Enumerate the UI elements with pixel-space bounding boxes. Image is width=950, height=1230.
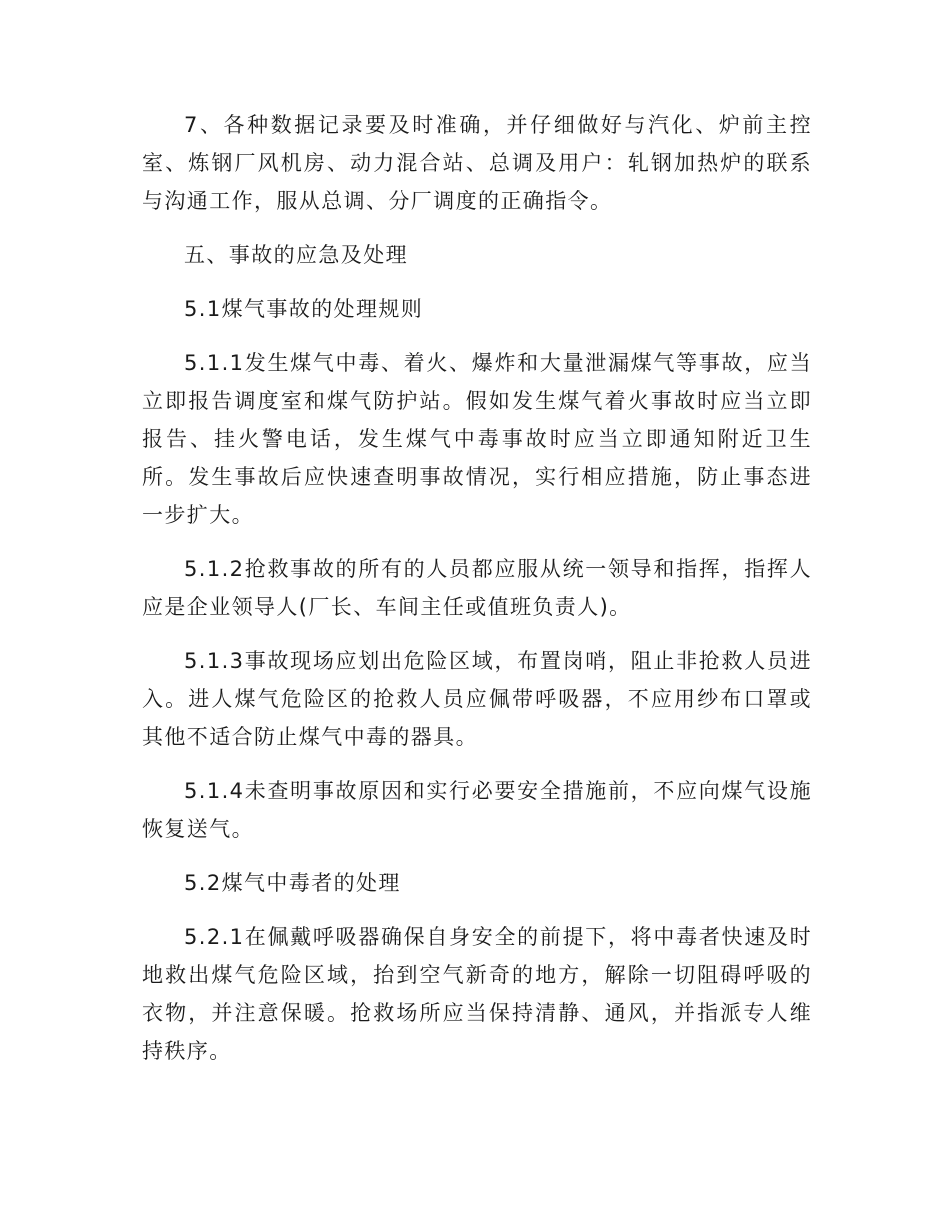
paragraph-5-1-2: 5.1.2抢救事故的所有的人员都应服从统一领导和指挥，指挥人应是企业领导人(厂长、车间主任或值班负责人)。 xyxy=(142,557,812,619)
paragraph-5-2-1: 5.2.1在佩戴呼吸器确保自身安全的前提下，将中毒者快速及时地救出煤气危险区域，抬到空气新奇的地方，解除一切阻碍呼吸的衣物，并注意保暖。抢救场所应当保持清静、通风，并指派专人维持秩序。 xyxy=(142,925,812,1063)
section-heading-5: 五、事故的应急及处理 xyxy=(184,243,408,267)
paragraph-5-1-1: 5.1.1发生煤气中毒、着火、爆炸和大量泄漏煤气等事故，应当立即报告调度室和煤气防护站。假如发生煤气着火事故时应当立即报告、挂火警电话，发生煤气中毒事故时应当立即通知附近卫生所。发生事故后应快速查明事故情况，实行相应措施，防止事态进一步扩大。 xyxy=(142,351,812,527)
paragraph-5-1-3: 5.1.3事故现场应划出危险区域，布置岗哨，阻止非抢救人员进入。进人煤气危险区的抢救人员应佩带呼吸器，不应用纱布口罩或其他不适合防止煤气中毒的器具。 xyxy=(142,649,812,749)
paragraph-7-records: 7、各种数据记录要及时准确，并仔细做好与汽化、炉前主控室、炼钢厂风机房、动力混合站、总调及用户：轧钢加热炉的联系与沟通工作，服从总调、分厂调度的正确指令。 xyxy=(142,113,812,213)
document-body xyxy=(142,106,812,1086)
subheading-5-2: 5.2煤气中毒者的处理 xyxy=(184,871,401,895)
paragraph-5-1-4: 5.1.4未查明事故原因和实行必要安全措施前，不应向煤气设施恢复送气。 xyxy=(142,779,812,841)
subheading-5-1: 5.1煤气事故的处理规则 xyxy=(184,297,424,321)
